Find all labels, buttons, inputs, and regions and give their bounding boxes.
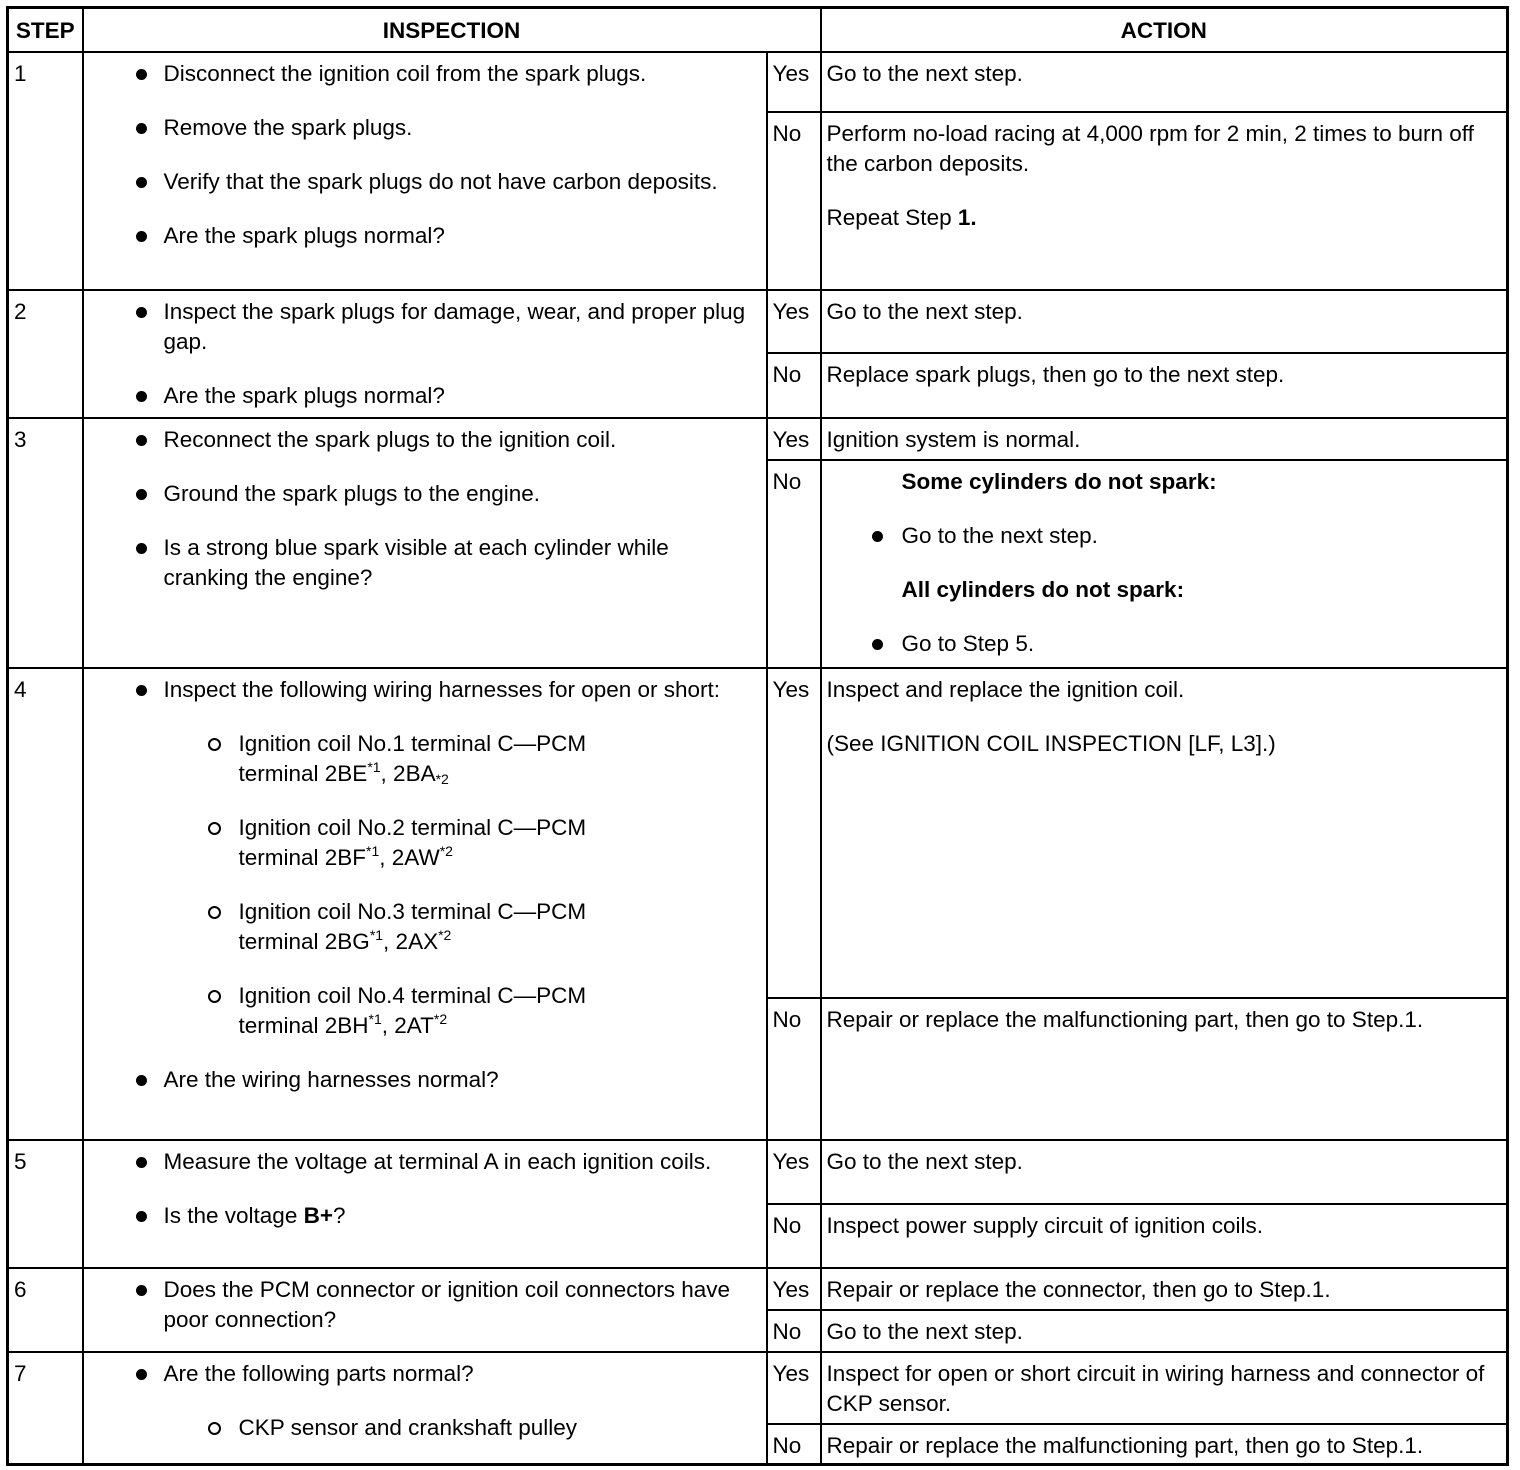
step-5-yes-row [8,1140,1508,1204]
step-7-yes-row [8,1352,1508,1424]
step-6-yes-row [8,1268,1508,1310]
no-action: Replace spark plugs, then go to the next step. [821,353,1508,418]
yes-action: Go to the next step. [821,1140,1508,1204]
inspection-item: Inspect the spark plugs for damage, wear, and proper plug gap. [84,297,758,357]
no-action: Inspect power supply circuit of ignition coils. [821,1204,1508,1268]
no-label: No [767,1424,821,1464]
no-label: No [767,1310,821,1352]
step-inspection [83,1140,767,1268]
action-item: Go to Step 5. [827,629,1499,659]
inspection-item: Are the wiring harnesses normal? [84,1065,758,1095]
yes-action: Inspect for open or short circuit in wiring harness and connector of CKP sensor. [821,1352,1508,1424]
action-text: Inspect and replace the ignition coil. [826,677,1185,702]
yes-action: Repair or replace the connector, then go to Step.1. [821,1268,1508,1310]
diagnostic-table [6,6,1509,1466]
inspection-sub-item: CKP sensor and crankshaft pulley [84,1413,758,1443]
step-4-yes-row [8,668,1508,998]
sub-item-line: Ignition coil No.3 terminal C—PCM [238,899,587,924]
no-label: No [767,460,821,668]
inspection-item: Is a strong blue spark visible at each cylinder while cranking the engine? [84,533,758,593]
action-text-prefix: Repeat Step [826,205,958,230]
inspection-item: Are the spark plugs normal? [84,221,758,251]
yes-label: Yes [767,52,821,112]
step-inspection [83,1352,767,1464]
header-step: STEP [8,8,83,53]
inspection-item: Ground the spark plugs to the engine. [84,479,758,509]
yes-action [821,668,1508,998]
header-row [8,8,1508,53]
action-step-ref: 1. [957,205,977,230]
sub-item-terminal: terminal 2BG$^{*1}$, 2AX$^{*2}$ [238,927,452,954]
no-label: No [767,1204,821,1268]
action-heading: All cylinders do not spark: [901,577,1185,602]
action-text [827,203,1499,233]
inspection-item: Are the following parts normal? [84,1359,758,1389]
step-1-yes-row [8,52,1508,112]
inspection-item: Is the voltage B+? [84,1201,758,1231]
no-action [821,460,1508,668]
step-number: 5 [8,1140,83,1268]
sub-item-terminal: terminal 2BF$^{*1}$, 2AW$^{*2}$ [238,843,453,870]
step-number: 1 [8,52,83,290]
no-label: No [767,998,821,1140]
step-number: 3 [8,418,83,668]
inspection-item: Are the spark plugs normal? [84,381,758,411]
no-label: No [767,112,821,290]
sub-item-line: Ignition coil No.2 terminal C—PCM [238,815,587,840]
step-3-yes-row [8,418,1508,460]
sub-item-terminal: terminal 2BE$^{*1}$, $2BA_{*2}$ [238,759,449,787]
no-action: Go to the next step. [821,1310,1508,1352]
inspection-sub-item [84,729,758,789]
action-reference: (See IGNITION COIL INSPECTION [LF, L3].) [826,731,1276,756]
action-heading: Some cylinders do not spark: [901,469,1217,494]
step-number: 2 [8,290,83,418]
inspection-item: Remove the spark plugs. [84,113,758,143]
sub-item-terminal: terminal 2BH$^{*1}$, 2AT$^{*2}$ [238,1011,448,1038]
step-number: 4 [8,668,83,1140]
yes-label: Yes [767,418,821,460]
action-item: Go to the next step. [827,521,1499,551]
yes-label: Yes [767,1268,821,1310]
sub-item-line: Ignition coil No.4 terminal C—PCM [238,983,587,1008]
yes-label: Yes [767,1140,821,1204]
yes-label: Yes [767,1352,821,1424]
no-action: Repair or replace the malfunctioning part, then go to Step.1. [821,998,1508,1140]
step-inspection [83,1268,767,1352]
yes-label: Yes [767,668,821,998]
step-inspection [83,668,767,1140]
yes-action: Go to the next step. [821,52,1508,112]
inspection-item: Verify that the spark plugs do not have carbon deposits. [84,167,758,197]
inspection-item: Inspect the following wiring harnesses for open or short: [84,675,758,705]
yes-action: Ignition system is normal. [821,418,1508,460]
inspection-item: Measure the voltage at terminal A in each ignition coils. [84,1147,758,1177]
no-action [821,112,1508,290]
no-label: No [767,353,821,418]
sub-item-line: Ignition coil No.1 terminal C—PCM [238,731,587,756]
inspection-sub-item [84,897,758,957]
step-inspection [83,52,767,290]
step-inspection [83,290,767,418]
step-inspection [83,418,767,668]
no-action: Repair or replace the malfunctioning part, then go to Step.1. [821,1424,1508,1464]
yes-action: Go to the next step. [821,290,1508,353]
inspection-item: Reconnect the spark plugs to the ignition coil. [84,425,758,455]
step-number: 6 [8,1268,83,1352]
header-action: ACTION [821,8,1508,53]
yes-label: Yes [767,290,821,353]
step-number: 7 [8,1352,83,1464]
inspection-item: Disconnect the ignition coil from the spark plugs. [84,59,758,89]
inspection-item: Does the PCM connector or ignition coil connectors have poor connection? [84,1275,758,1335]
inspection-sub-item [84,813,758,873]
header-inspection: INSPECTION [83,8,821,53]
inspection-sub-item [84,981,758,1041]
step-2-yes-row [8,290,1508,353]
action-text: Perform no-load racing at 4,000 rpm for 2 min, 2 times to burn off the carbon deposits. [826,121,1474,176]
